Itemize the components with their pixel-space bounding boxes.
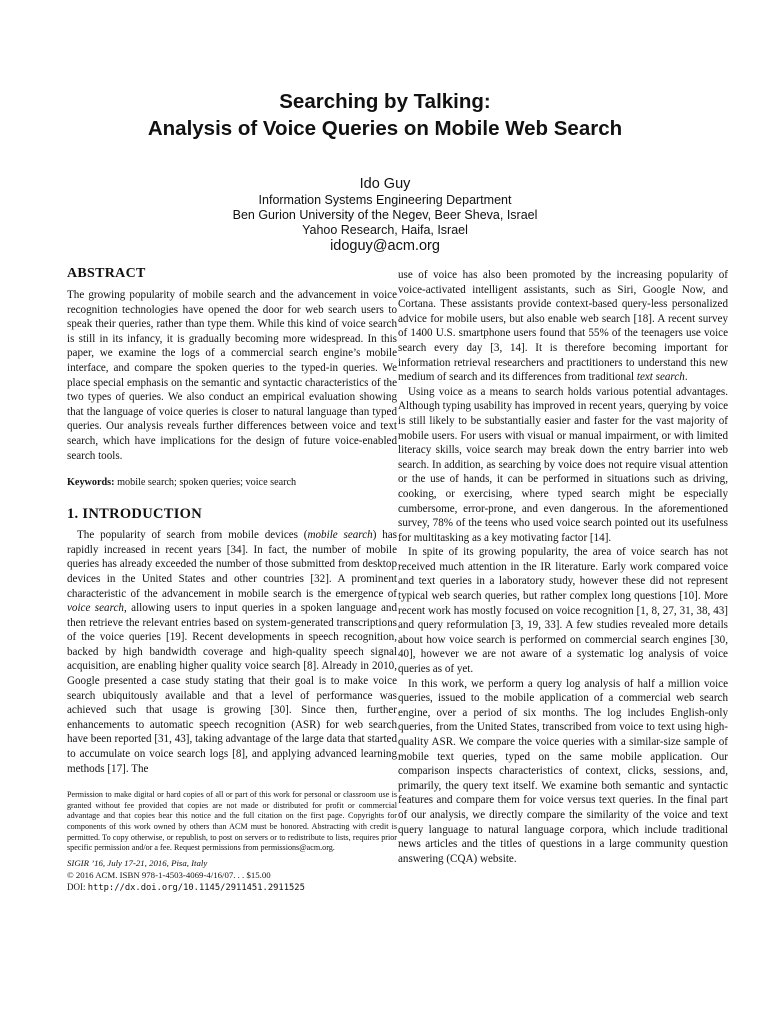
affiliation-1: Information Systems Engineering Department — [258, 193, 512, 207]
affiliation-3: Yahoo Research, Haifa, Israel — [302, 223, 468, 237]
abstract-text: The growing popularity of mobile search and the advancement in voice recognition technologies have opened the door for web search users to speak their queries, rather than type them. While this kind of voice search is still in its infancy, it is gradually becoming more widespread. In this paper, we examine the logs of a commercial search engine’s mobile interface, and compare the spoken queries to the typed-in queries. We place special emphasis on the semantic and syntactic characteristics of the two types of queries. We also conduct an empirical evaluation showing that the language of voice queries is closer to natural language than typed queries. Our analysis reveals further differences between voice and text search, which have implications for the design of future voice-enabled search tools. — [67, 289, 397, 462]
introduction-heading: 1. INTRODUCTION — [67, 506, 203, 523]
intro-emphasis-voice-search: voice search — [67, 602, 124, 615]
title-line-1: Searching by Talking: — [279, 90, 491, 113]
copyright-line: © 2016 ACM. ISBN 978-1-4503-4069-4/16/07. . . $15.00 — [67, 869, 271, 880]
author-email: idoguy@acm.org — [330, 238, 440, 254]
keywords-text: mobile search; spoken queries; voice search — [117, 477, 297, 489]
doi-link[interactable]: http://dx.doi.org/10.1145/2911451.2911525 — [87, 882, 305, 893]
left-column — [67, 266, 397, 894]
keywords — [67, 476, 397, 489]
right-paragraph-2: Using voice as a means to search holds various potential advantages. Although typing usability has improved in recent years, querying by voice is still likely to be substantially easier and faster for the vast majority of mobile users. For users with visual or manual impairment, or with limited literacy skills, voice search may break down the entry barrier into web search. In addition, as searching by voice does not require visual attention or the use of hands, it can be performed in situations such as driving, cooking, or exercising, where typed search might be especially cumbersome, error-prone, and even dangerous. In the aforementioned survey, 78% of the teens who used voice search pointed out its usefulness for multitasking as a key motivating factor [14]. — [398, 385, 728, 544]
right-paragraph-3: In spite of its growing popularity, the area of voice search has not received much attention in the IR literature. Early work compared voice and text queries in a laboratory study, however these did not represent typical web search queries, but rather complex long questions [10]. More recent work has mostly focused on voice recognition [1, 8, 27, 31, 38, 43] and query reformulation [3, 19, 33]. A few studies revealed more details about how voice search is performed on commercial search engines [30, 40], however we are not aware of a systematic log analysis of voice queries as of yet. — [398, 546, 728, 676]
affiliation-2: Ben Gurion University of the Negev, Beer Sheva, Israel — [232, 208, 538, 222]
conference-info: SIGIR ’16, July 17-21, 2016, Pisa, Italy — [67, 857, 208, 868]
right-p1-text-a: use of voice has also been promoted by the increasing popularity of voice-activated intelligent assistants, such as Siri, Google Now, and Cortana. These assistants provide context-based query-less personalized advice for mobile users, but also enable web search [18]. A recent survey of 1400 U.S. smartphone users found that 55% of the teenagers use voice search every day [3, 14]. It is therefore becoming important for information retrieval researchers and practitioners to understand this new medium of search and its differences from traditional — [398, 269, 728, 384]
author-name: Ido Guy — [359, 176, 411, 192]
right-paragraph-4: In this work, we perform a query log analysis of half a million voice queries, issued to the mobile application of a commercial web search engine, over a period of six months. The log includes English-only queries, from the United States, transcribed from voice to text using high-quality ASR. We compare the voice queries with a similar-size sample of mobile text queries, typed on the same mobile application. Our comparison inspects characteristics of context, clicks, sessions, and, primarily, the query text itself. We examine both semantic and syntactic features and compare them for voice versus text queries. In the final part of our analysis, we directly compare the similarity of the voice and text query language to natural language corpora, which include traditional news articles and the titles of questions in a large community question answering (CQA) website. — [398, 677, 728, 865]
right-p1-emphasis: text search — [636, 371, 685, 384]
doi-line — [67, 881, 397, 894]
intro-paragraph — [67, 528, 397, 776]
intro-text-b: ) has rapidly increased in recent years [34]. In fact, the number of mobile queries has already exceeded the number of those submitted from desktop devices in the United States and other countries [32]. A prominent characteristic of the advancement in mobile search is the emergence of — [67, 529, 397, 600]
author-block — [0, 176, 770, 255]
paper-title — [0, 88, 770, 142]
intro-text-a: The popularity of search from mobile devices ( — [77, 529, 308, 542]
doi-label: DOI: — [67, 881, 86, 892]
abstract-heading: ABSTRACT — [67, 266, 146, 281]
intro-emphasis-mobile-search: mobile search — [307, 529, 373, 542]
title-line-2: Analysis of Voice Queries on Mobile Web Search — [147, 117, 623, 140]
right-p1-text-b: . — [684, 371, 688, 384]
right-column — [398, 268, 728, 866]
permission-notice: Permission to make digital or hard copies of all or part of this work for personal or classroom use is granted without fee provided that copies are not made or distributed for profit or commercial advantage and that copies bear this notice and the full citation on the first page. Copyrights for components of this work owned by others than ACM must be honored. Abstracting with credit is permitted. To copy otherwise, or republish, to post on servers or to redistribute to lists, requires prior specific permission and/or a fee. Request permissions from permissions@acm.org. — [67, 790, 397, 853]
keywords-label: Keywords: — [67, 477, 115, 489]
intro-text-c: , allowing users to input queries in a spoken language and then retrieve the relevant entries based on system-generated transcriptions of the voice queries [19]. Recent developments in speech recognition, backed by high bandwidth coverage and high-quality speech signal acquisition, are enabling higher quality voice search [8]. Already in 2010, Google presented a case study stating that their goal is to make voice search ubiquitously available and that a level of performance was achieved such that usage is growing [30]. Since then, further enhancements to automatic speech recognition (ASR) for web search have been reported [31, 43], taking advantage of the large data that started to accumulate on voice search logs [8], and applying advanced learning methods [17]. The — [67, 602, 398, 775]
permission-block — [67, 790, 397, 894]
right-paragraph-1 — [398, 268, 728, 385]
